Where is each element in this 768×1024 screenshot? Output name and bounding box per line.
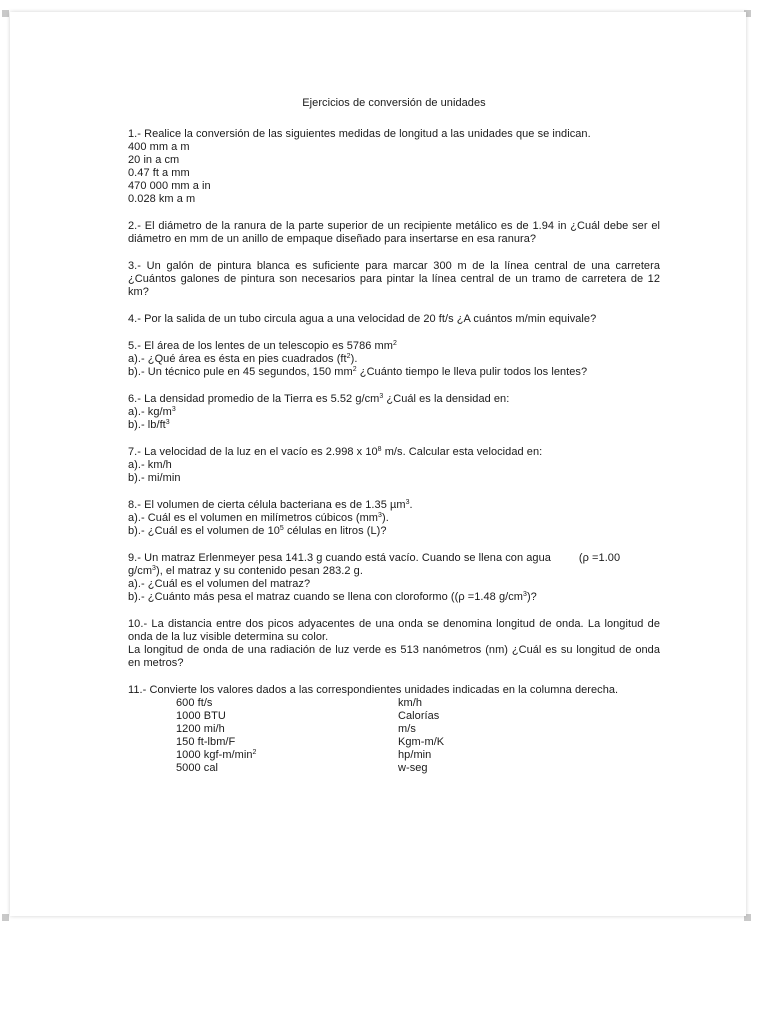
exercise-4-text: 4.- Por la salida de un tubo circula agua a una velocidad de 20 ft/s ¿A cuántos m/min equivale?: [128, 313, 597, 325]
exercise-8: [128, 499, 660, 538]
superscript: 2: [252, 749, 257, 756]
page-corner-marker: [2, 10, 9, 17]
text-segment: células en litros (L)?: [283, 525, 387, 537]
table-cell-target: Kgm-m/K: [398, 736, 445, 748]
exercise-5: [128, 340, 660, 379]
exercise-2-text: 2.- El diámetro de la ranura de la parte superior de un recipiente metálico es de 1.94 in ¿Cuál debe ser el diámetro en mm de un anillo de empaque diseñado para insertarse en esa ranura?: [128, 220, 660, 245]
superscript: 3: [171, 406, 176, 413]
superscript: 8: [377, 446, 382, 453]
superscript: 2: [352, 366, 357, 373]
superscript: 2: [346, 353, 351, 360]
text-segment: ).: [381, 512, 389, 524]
text-segment: )?: [526, 591, 537, 603]
exercise-9-part-b: [128, 591, 660, 604]
exercise-1-item: 470 000 mm a in: [128, 180, 211, 192]
exercise-7-part-a: a).- km/h: [128, 459, 172, 471]
text-segment: a).- kg/m: [128, 406, 172, 418]
superscript: 5: [279, 525, 284, 532]
exercise-1-heading: 1.- Realice la conversión de las siguientes medidas de longitud a las unidades que se indican.: [128, 128, 591, 140]
exercise-5-statement: [128, 340, 660, 353]
exercise-7: [128, 446, 660, 485]
superscript: 3: [165, 419, 170, 426]
exercise-9-part-a: a).- ¿Cuál es el volumen del matraz?: [128, 578, 311, 590]
exercise-10-paragraph-2: La longitud de onda de una radiación de luz verde es 513 nanómetros (nm) ¿Cuál es su longitud de onda en metros?: [128, 644, 660, 669]
exercise-9-statement: [128, 552, 660, 565]
text-segment: b).- ¿Cuál es el volumen de 10: [128, 525, 280, 537]
text-segment: g/cm: [128, 565, 153, 577]
text-segment: 8.- El volumen de cierta célula bacteriana es de 1.35 µm: [128, 499, 406, 511]
text-segment: 5.- El área de los lentes de un telescopio es 5786 mm: [128, 340, 393, 352]
exercise-11: [128, 684, 660, 775]
table-row: [176, 749, 444, 762]
exercise-10: [128, 618, 660, 670]
exercise-7-part-b: b).- mi/min: [128, 472, 181, 484]
exercise-5-part-a: [128, 353, 660, 366]
exercise-8-part-b: [128, 525, 660, 538]
exercise-9-statement-cont: [128, 565, 660, 578]
exercise-10-paragraph-1: 10.- La distancia entre dos picos adyacentes de una onda se denomina longitud de onda. La longitud de onda de la luz visible determina su color.: [128, 618, 660, 643]
exercise-5-part-b: [128, 366, 660, 379]
table-row: [176, 723, 444, 736]
text-segment: .: [409, 499, 413, 511]
exercise-8-statement: [128, 499, 660, 512]
exercise-7-statement: [128, 446, 660, 459]
text-segment: ).: [350, 353, 358, 365]
exercise-4: [128, 313, 660, 326]
text-segment: ¿Cuánto tiempo le lleva pulir todos los lentes?: [356, 366, 588, 378]
superscript: 3: [152, 565, 156, 572]
table-cell-value: 150 ft-lbm/F: [176, 736, 236, 748]
table-cell-target: hp/min: [398, 749, 432, 761]
table-cell-target: km/h: [398, 697, 423, 709]
exercise-6-part-a: [128, 406, 660, 419]
table-cell-value: 600 ft/s: [176, 697, 213, 709]
table-row: [176, 697, 444, 710]
exercise-1: [128, 128, 660, 206]
text-segment: ¿Cuál es la densidad en:: [383, 393, 510, 405]
document-title: Ejercicios de conversión de unidades: [302, 97, 486, 109]
document-content: [128, 97, 660, 789]
table-row: [176, 736, 444, 749]
exercise-9: [128, 552, 660, 604]
table-cell-value: 1200 mi/h: [176, 723, 225, 735]
text-segment: ), el matraz y su contenido pesan 283.2 g.: [156, 565, 363, 577]
table-cell-value: 1000 BTU: [176, 710, 226, 722]
table-row: [176, 762, 444, 775]
exercise-11-heading: 11.- Convierte los valores dados a las correspondientes unidades indicadas en la columna derecha.: [128, 684, 619, 696]
text-segment: 1000 kgf-m/min: [176, 749, 253, 761]
superscript: 2: [392, 340, 397, 347]
exercise-6-statement: [128, 393, 660, 406]
table-cell-target: Calorías: [398, 710, 440, 722]
text-segment: a).- Cuál es el volumen en milímetros cúbicos (mm: [128, 512, 379, 524]
exercise-1-item: 20 in a cm: [128, 154, 180, 166]
table-cell-target: w-seg: [398, 762, 428, 774]
table-row: [176, 710, 444, 723]
superscript: 3: [379, 393, 384, 400]
exercise-1-item: 0.47 ft a mm: [128, 167, 190, 179]
text-segment: b).- ¿Cuánto más pesa el matraz cuando se llena con cloroformo ((ρ =1.48 g/cm: [128, 591, 523, 603]
table-cell-value: 5000 cal: [176, 762, 218, 774]
exercise-3-text: 3.- Un galón de pintura blanca es suficiente para marcar 300 m de la línea central de una carretera ¿Cuántos galones de pintura son necesarios para pintar la línea central de un tramo de carretera de 12 km?: [128, 260, 660, 298]
exercise-8-part-a: [128, 512, 660, 525]
text-segment: a).- ¿Qué área es ésta en pies cuadrados (ft: [128, 353, 347, 365]
text-segment: b).- Un técnico pule en 45 segundos, 150 mm: [128, 366, 353, 378]
exercise-6: [128, 393, 660, 432]
text-segment: m/s. Calcular esta velocidad en:: [381, 446, 543, 458]
exercise-1-item: 400 mm a m: [128, 141, 190, 153]
conversion-table: [176, 697, 444, 775]
text-segment: b).- lb/ft: [128, 419, 166, 431]
superscript: 3: [522, 591, 527, 598]
text-segment: 9.- Un matraz Erlenmeyer pesa 141.3 g cuando está vacío. Cuando se llena con agua: [128, 552, 551, 564]
exercise-1-item: 0.028 km a m: [128, 193, 196, 205]
text-segment: 6.- La densidad promedio de la Tierra es 5.52 g/cm: [128, 393, 380, 405]
table-cell-target: m/s: [398, 723, 416, 735]
superscript: 3: [378, 512, 382, 519]
exercise-2: [128, 220, 660, 246]
table-cell-value: [176, 749, 398, 762]
page-corner-marker: [2, 914, 9, 921]
text-segment: 7.- La velocidad de la luz en el vacío es 2.998 x 10: [128, 446, 378, 458]
exercise-3: [128, 260, 660, 299]
exercise-6-part-b: [128, 419, 660, 432]
superscript: 3: [405, 499, 410, 506]
text-segment: (ρ =1.00: [578, 552, 621, 564]
